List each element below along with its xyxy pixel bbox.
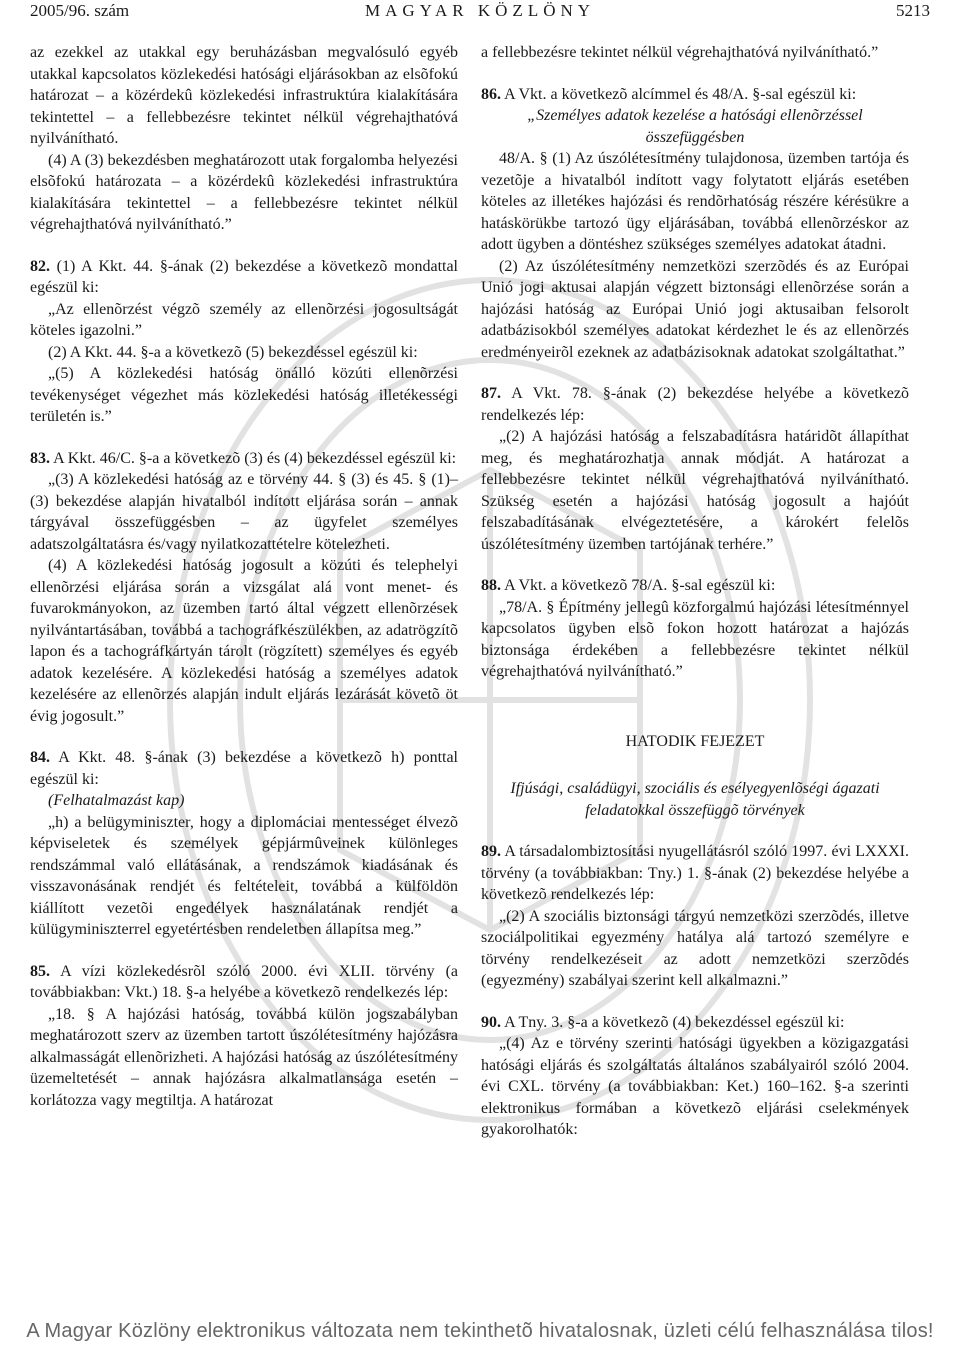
paragraph [481,148,909,256]
paragraph-text: (Felhatalmazást kap) [48,792,185,809]
paragraph [30,1004,458,1112]
section-number: 84. [30,749,50,766]
left-column [30,42,458,1111]
section-paragraph [481,1012,909,1034]
paragraph-text: Ifjúsági, családügyi, szociális és esélyegyenlõségi ágazati feladatokkal összefüggõ törvények [510,780,880,819]
paragraph [30,790,458,812]
page-header [30,0,930,22]
section-paragraph [481,575,909,597]
paragraph [481,1033,909,1141]
section-paragraph [30,448,458,470]
section-paragraph [481,84,909,106]
paragraph-text: A vízi közlekedésrõl szóló 2000. évi XLII. törvény (a továbbiakban: Vkt.) 18. §-a helyébe a következõ rendelkezés lép: [30,962,458,1001]
paragraph [481,105,909,148]
paragraph-text: a fellebbezésre tekintet nélkül végrehajthatóvá nyilvánítható.” [481,44,879,61]
section-paragraph [30,961,458,1004]
section-number: 88. [481,577,501,594]
paragraph-text: 48/A. § (1) Az úszólétesítmény tulajdonosa, üzemben tartója és vezetõje a hivatalból indított vagy folytatott eljárás esetében köteles az illetékes hajózási és rendõrhatóság részére kérésükre a hatáskörükbe tartozó ügy eljárásában, továbbá ellenõrzéskor az adott ügyben a döntéshez szükséges személyes adatokat átadni. [481,150,909,253]
paragraph [481,906,909,992]
paragraph-text: „Az ellenõrzést végzõ személy az ellenõrzési jogosultságát köteles igazolni.” [30,300,458,339]
paragraph-text: „78/A. § Építmény jellegû közforgalmú hajózási létesítménnyel kapcsolatos ügyben elsõ fokon hozott határozat a hajózás biztonsága érdekében a fellebbezésre tekintet nélkül végrehajthatóvá nyilvánítható.” [481,598,909,680]
paragraph [30,342,458,364]
paragraph [30,812,458,941]
paragraph-text: „(2) A szociális biztonsági tárgyú nemzetközi szerzõdés, illetve szociálpolitikai egyezmény hatálya alá tartozó személyre e törvény rendelkezéseit az adott nemzetközi szerzõdés (egyezmény) szabályai szerint kell alkalmazni.” [481,907,909,989]
paragraph-text: (2) Az úszólétesítmény nemzetközi szerzõdés és az Európai Unió jogi aktusai alapján végzett biztonsági ellenõrzése során a hajózási hatóság az Európai Unió jogi aktusaiban felsorolt adatbázisokból személyes adatokat kérdezhet le és az ellenõrzés eredményeirõl ezeknek az adatbázisoknak adatokat szolgáltathat.” [481,257,909,361]
journal-title: MAGYAR KÖZLÖNY [364,1,596,20]
footer-notice: A Magyar Közlöny elektronikus változata nem tekinthetõ hivatalosnak, üzleti célú felhasználása tilos! [26,1320,934,1342]
paragraph-text: HATODIK FEJEZET [625,732,765,750]
section-number: 85. [30,962,50,980]
paragraph [30,555,458,727]
section-number: 83. [30,449,50,467]
paragraph-text: „(5) A közlekedési hatóság önálló közúti ellenõrzési tevékenységet végezhet más közlekedési hatóság illetékességi területén is.” [30,365,458,425]
paragraph-text: A Vkt. a következõ alcímmel és 48/A. §-sal egészül ki: [501,85,857,103]
paragraph [481,256,909,364]
paragraph-text: „18. § A hajózási hatóság, továbbá külön jogszabályban meghatározott szerv az üzemben tartott úszólétesítmény hajózásra alkalmasságát ellenõrizheti. A hajózási hatóság az úszólétesítmény üzemeltetését – annak hajózásra alkalmatlansága esetén – korlátozza vagy megtiltja. A határozat [30,1005,458,1109]
paragraph [481,42,909,64]
right-column [481,42,909,1141]
paragraph-text: A Vkt. 78. §-ának (2) bekezdése helyébe a következõ rendelkezés lép: [481,385,909,424]
paragraph-text: „Személyes adatok kezelése a hatósági ellenõrzéssel összefüggésben [527,107,863,146]
paragraph-text: A Tny. 3. §-a a következõ (4) bekezdéssel egészül ki: [501,1013,845,1031]
paragraph [481,731,909,753]
paragraph [30,150,458,236]
paragraph [481,597,909,683]
paragraph-text: „(3) A közlekedési hatóság az e törvény 44. § (3) és 45. § (1)–(3) bekezdése alapján hivatalból indított eljárása során – annak tárgyával összefüggésben – az ügyfelet személyes adatszolgáltatásra és/vagy nyilatkozattételre kötelezheti. [30,471,458,553]
paragraph-text: A Vkt. a következõ 78/A. §-sal egészül ki: [501,577,776,594]
paragraph-text: „h) a belügyminiszter, hogy a diplomáciai mentességet élvezõ képviseletek és személyek gépjármûveinek különleges rendszámmal való ellátásának, a rendszámok kiadásának és visszavonásának rendjét és feltételeit, továbbá a külföldön kiállított vezetõi engedélyek használatának rendjét a külügyminiszterrel egyetértésben rendeletben állapítsa meg.” [30,813,458,938]
paragraph [481,778,909,821]
section-number: 90. [481,1013,501,1031]
section-paragraph [481,841,909,906]
paragraph-text: (2) A Kkt. 44. §-a a következõ (5) bekezdéssel egészül ki: [48,343,418,361]
paragraph-text: (4) A közlekedési hatóság jogosult a közúti és telephelyi ellenõrzési eljárása során a vizsgálat alá vont menet- és fuvarokmányokon, az üzemben tartó által végzett ellenõrzések nyilvántartásában, továbbá a tachográfkészülékben, az adatrögzítõ lapon és a tachográfkártyán tárolt (rögzített) személyes és egyéb adatok kezelésére. A közlekedési hatóság a személyes adatok kezelésére az ellenõrzés alapján indult eljárás lezárását követõ öt évig jogosult.” [30,557,458,725]
paragraph-text: (1) A Kkt. 44. §-ának (2) bekezdése a következõ mondattal egészül ki: [30,257,458,296]
paragraph-text: „(4) Az e törvény szerinti hatósági ügyekben a közigazgatási hatósági eljárás és szolgáltatás általános szabályairól szóló 2004. évi CXL. törvény (a továbbiakban: Ket.) 160–162. §-a szerinti elektronikus formában a következõ eljárási cselekmények gyakorolhatók: [481,1035,909,1138]
paragraph-text: az ezekkel az utakkal egy beruházásban megvalósuló egyéb utakkal kapcsolatos közlekedési hatósági eljárásokban az elsõfokú határozat – a közérdekû közlekedési infrastruktúra kialakítására tekintettel – a fellebbezésre tekintet nélkül végrehajthatóvá nyilvánítható. [30,44,458,147]
section-paragraph [481,383,909,426]
section-paragraph [30,256,458,299]
section-number: 86. [481,85,501,103]
section-number: 87. [481,385,501,402]
paragraph-text: A Kkt. 46/C. §-a a következõ (3) és (4) bekezdéssel egészül ki: [50,449,457,467]
page-number: 5213 [896,1,930,20]
issue-number: 2005/96. szám [30,1,130,20]
section-number: 82. [30,257,50,275]
paragraph [481,426,909,555]
paragraph [30,363,458,428]
paragraph-text: „(2) A hajózási hatóság a felszabadításra határidõt állapíthat meg, és meghatározhatja annak módját. A határozat a fellebbezésre tekintet nélkül végrehajthatóvá nyilvánítható. Szükség esetén a hajózási hatóság jogosult a hajóút felszabadításának elvégeztetésére, a károkért felelõs úszólétesítmény üzemben tartójának terhére.” [481,428,909,553]
section-paragraph [30,747,458,790]
paragraph-text: A társadalombiztosítási nyugellátásról szóló 1997. évi LXXXI. törvény (a továbbiakban: Tny.) 1. §-ának (2) bekezdése helyébe a következõ rendelkezés lép: [481,843,909,903]
paragraph [30,42,458,150]
paragraph-text: (4) A (3) bekezdésben meghatározott utak forgalomba helyezési elsõfokú határozata – a közérdekû közlekedési infrastruktúra kialakítására tekintettel – a fellebbezésre tekintet nélkül végrehajthatóvá nyilvánítható.” [30,151,458,233]
paragraph [30,299,458,342]
paragraph [30,469,458,555]
paragraph-text: A Kkt. 48. §-ának (3) bekezdése a következõ h) ponttal egészül ki: [30,749,458,788]
section-number: 89. [481,843,501,860]
